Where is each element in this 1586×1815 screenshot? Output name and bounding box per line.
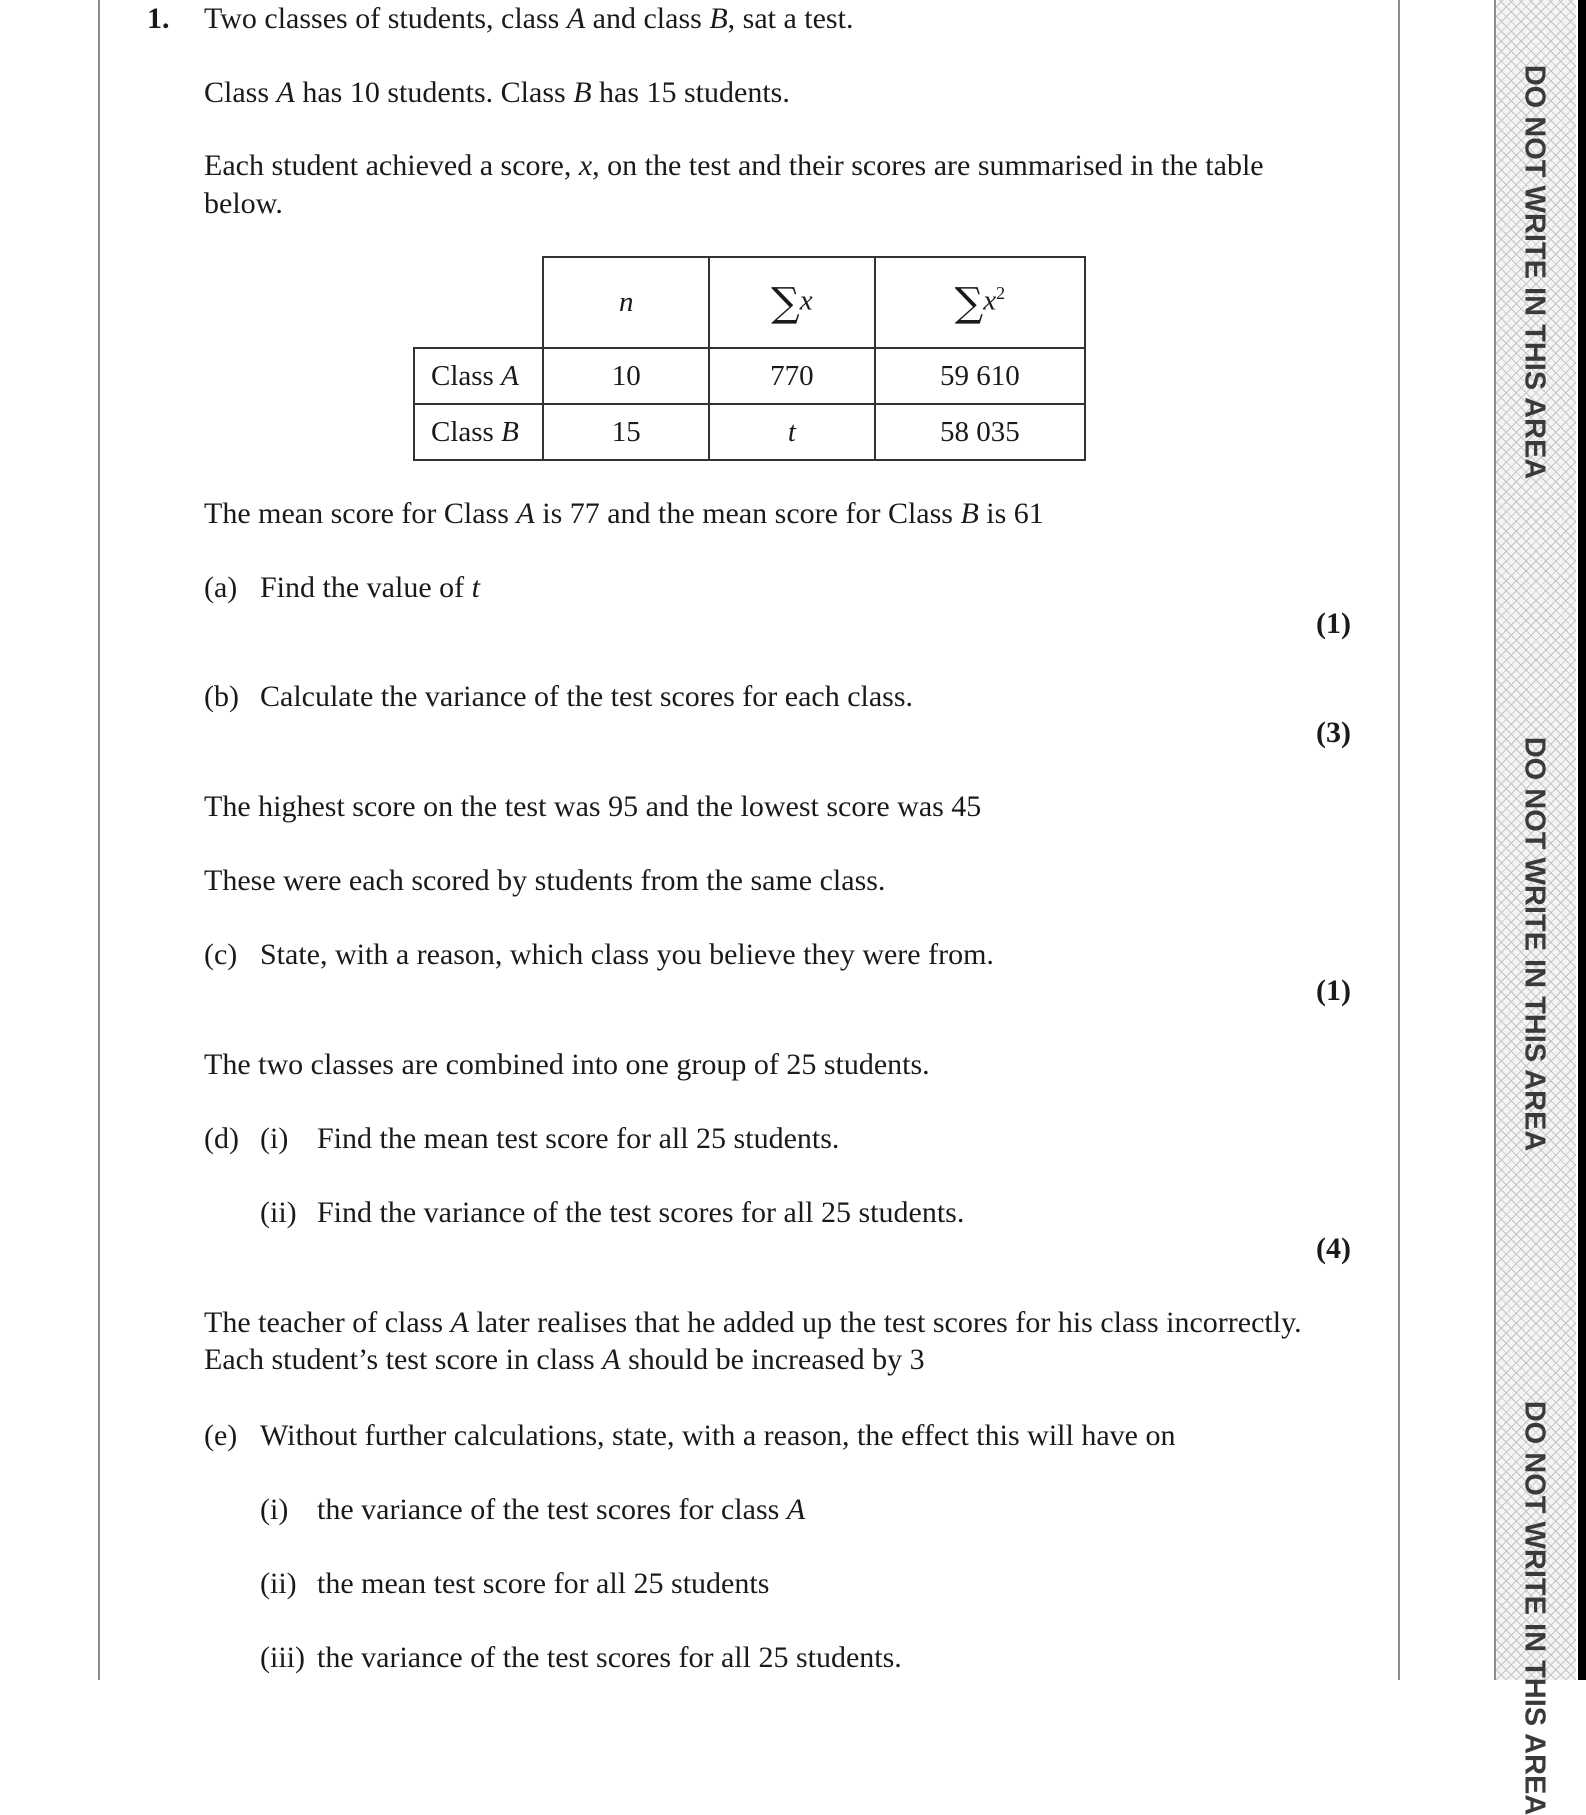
part-a-label: (a) bbox=[204, 571, 238, 604]
info-combined: The two classes are combined into one group of 25 students. bbox=[204, 1048, 930, 1081]
part-c-text: State, with a reason, which class you believe they were from. bbox=[260, 938, 994, 971]
part-e-ii-label: (ii) bbox=[260, 1567, 297, 1600]
info-highest-lowest: The highest score on the test was 95 and the lowest score was 45 bbox=[204, 790, 982, 823]
part-d-i-text: Find the mean test score for all 25 students. bbox=[317, 1122, 840, 1155]
intro-line-1: Two classes of students, class A and class B, sat a test. bbox=[204, 2, 854, 35]
part-e-label: (e) bbox=[204, 1419, 238, 1452]
header-sum-x: ∑x bbox=[709, 257, 875, 348]
table-row bbox=[414, 404, 1085, 460]
row-label-class-a: Class A bbox=[414, 348, 543, 404]
cell-sum-x2: 59 610 bbox=[875, 348, 1085, 404]
page-right-border bbox=[1398, 0, 1400, 1680]
header-n: n bbox=[543, 257, 709, 348]
part-e-i-label: (i) bbox=[260, 1493, 289, 1526]
part-b-marks: (3) bbox=[1316, 716, 1351, 749]
part-c-label: (c) bbox=[204, 938, 238, 971]
cell-sum-x2: 58 035 bbox=[875, 404, 1085, 460]
page-edge bbox=[1578, 0, 1586, 1680]
part-d-i-label: (i) bbox=[260, 1122, 289, 1155]
cell-n: 15 bbox=[543, 404, 709, 460]
part-e-i-text: the variance of the test scores for class A bbox=[317, 1493, 806, 1526]
part-d-ii-text: Find the variance of the test scores for all 25 students. bbox=[317, 1196, 965, 1229]
table-corner bbox=[414, 257, 543, 348]
part-d-marks: (4) bbox=[1316, 1232, 1351, 1265]
table-row bbox=[414, 348, 1085, 404]
intro-line-2: Class A has 10 students. Class B has 15 students. bbox=[204, 76, 790, 109]
summary-table bbox=[413, 256, 1086, 461]
part-e-iii-text: the variance of the test scores for all 25 students. bbox=[317, 1641, 902, 1674]
cell-sum-x: t bbox=[709, 404, 875, 460]
question-number: 1. bbox=[147, 2, 170, 35]
part-a-text: Find the value of t bbox=[260, 571, 480, 604]
info-teacher-1: The teacher of class A later realises that he added up the test scores for his class incorrectly. bbox=[204, 1306, 1302, 1339]
cell-n: 10 bbox=[543, 348, 709, 404]
info-teacher-2: Each student’s test score in class A should be increased by 3 bbox=[204, 1343, 925, 1376]
page-left-border bbox=[98, 0, 100, 1680]
part-c-marks: (1) bbox=[1316, 974, 1351, 1007]
part-b-label: (b) bbox=[204, 680, 239, 713]
part-d-label: (d) bbox=[204, 1122, 239, 1155]
table-header-row bbox=[414, 257, 1085, 348]
mean-statement: The mean score for Class A is 77 and the mean score for Class B is 61 bbox=[204, 497, 1044, 530]
cell-sum-x: 770 bbox=[709, 348, 875, 404]
part-e-iii-label: (iii) bbox=[260, 1641, 305, 1674]
part-a-marks: (1) bbox=[1316, 607, 1351, 640]
intro-line-3: Each student achieved a score, x, on the test and their scores are summarised in the table bbox=[204, 149, 1264, 182]
info-same-class: These were each scored by students from the same class. bbox=[204, 864, 886, 897]
header-sum-x2: $\sum x^2$ bbox=[875, 257, 1085, 348]
part-e-ii-text: the mean test score for all 25 students bbox=[317, 1567, 770, 1600]
part-b-text: Calculate the variance of the test scores for each class. bbox=[260, 680, 914, 713]
part-d-ii-label: (ii) bbox=[260, 1196, 297, 1229]
row-label-class-b: Class B bbox=[414, 404, 543, 460]
intro-line-4: below. bbox=[204, 187, 283, 220]
part-e-text: Without further calculations, state, with a reason, the effect this will have on bbox=[260, 1419, 1176, 1452]
